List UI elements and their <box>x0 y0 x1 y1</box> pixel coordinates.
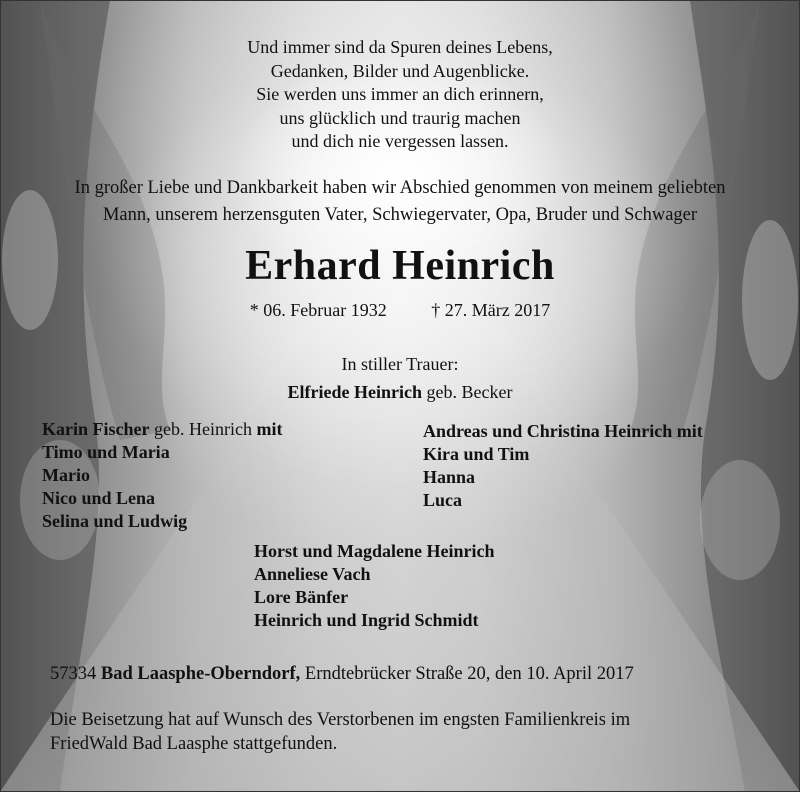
family-member: Luca <box>423 490 463 510</box>
family-member: Selina und Ludwig <box>42 511 188 531</box>
family-member: Timo und Maria <box>42 442 170 462</box>
family-head-with: mit <box>256 419 283 439</box>
address-street-date: Erndtebrücker Straße 20, den 10. April 2017 <box>304 664 634 684</box>
sibling-entry: Anneliese Vach <box>254 564 371 584</box>
mourning-heading: In stiller Trauer: <box>341 354 459 374</box>
sibling-entry: Horst und Magdalene Heinrich <box>254 541 495 561</box>
widow-maiden-name: geb. Becker <box>426 382 513 402</box>
family-member: Kira und Tim <box>423 444 530 464</box>
sibling-entry: Lore Bänfer <box>254 587 349 607</box>
deceased-name: Erhard Heinrich <box>245 243 555 289</box>
death-date: † 27. März 2017 <box>431 300 551 320</box>
birth-date: * 06. Februar 1932 <box>249 300 387 320</box>
address-line <box>50 664 634 685</box>
address-zip: 57334 <box>50 664 97 684</box>
widow-name: Elfriede Heinrich <box>287 382 422 402</box>
poem-line: Und immer sind da Spuren deines Lebens, <box>247 37 553 57</box>
family-head-name: Karin Fischer <box>42 419 150 439</box>
family-head <box>42 418 282 441</box>
burial-line: Die Beisetzung hat auf Wunsch des Verstorbenen im engsten Familienkreis im <box>50 710 631 730</box>
address-town: Bad Laasphe-Oberndorf, <box>100 664 301 684</box>
family-member: Hanna <box>423 467 476 487</box>
intro-line: Mann, unserem herzensguten Vater, Schwiegervater, Opa, Bruder und Schwager <box>102 205 698 225</box>
memorial-poem <box>0 36 800 154</box>
poem-line: uns glücklich und traurig machen <box>279 107 521 128</box>
burial-note <box>50 709 770 756</box>
life-dates <box>0 300 800 321</box>
family-member: Mario <box>42 465 90 485</box>
poem-line: Sie werden uns immer an dich erinnern, <box>256 84 544 104</box>
widow-line <box>0 382 800 403</box>
poem-line: Gedanken, Bilder und Augenblicke. <box>270 60 530 81</box>
family-member: Nico und Lena <box>42 488 156 508</box>
poem-line: und dich nie vergessen lassen. <box>291 131 509 151</box>
intro-line: In großer Liebe und Dankbarkeit haben wir Abschied genommen von meinem geliebten <box>74 178 726 198</box>
siblings-list <box>254 540 495 632</box>
family-right <box>423 420 703 512</box>
family-head-maiden: geb. Heinrich <box>153 419 252 439</box>
family-head: Andreas und Christina Heinrich mit <box>423 421 703 441</box>
family-left <box>42 418 282 533</box>
burial-line: FriedWald Bad Laasphe stattgefunden. <box>50 733 338 754</box>
farewell-intro <box>0 175 800 229</box>
sibling-entry: Heinrich und Ingrid Schmidt <box>254 610 479 630</box>
